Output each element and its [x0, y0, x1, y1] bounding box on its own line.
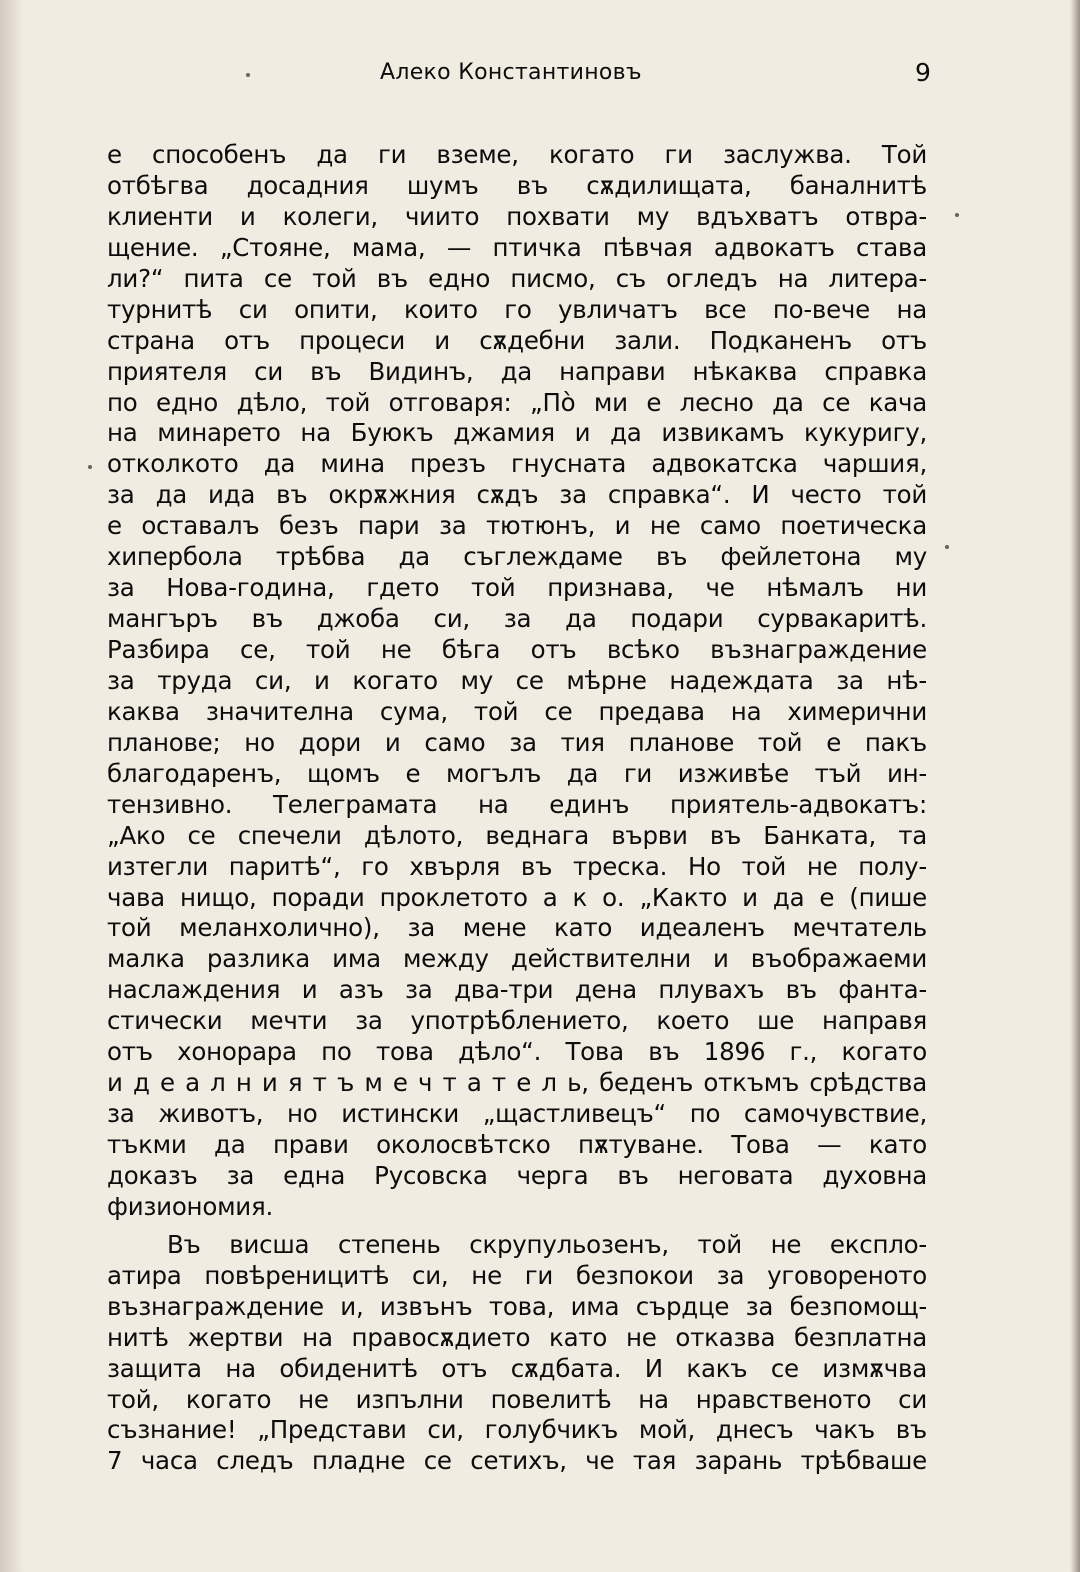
text-line: изтегли паритѣ“, го хвърля въ треска. Но той не полу- [107, 851, 927, 881]
print-speck [88, 465, 92, 469]
text-line: тензивно. Телеграмата на единъ приятель-адвокатъ: [107, 789, 927, 819]
text-line: отъ хонорара по това дѣло“. Това въ 1896 г., когато [107, 1037, 927, 1067]
text-line: съзнание! „Представи си, голубчикъ мой, днесъ чакъ въ [107, 1415, 927, 1445]
text-line: атира повѣреницитѣ си, не ги безпокои за уговореното [107, 1260, 927, 1290]
text-line: ли?“ пита се той въ едно писмо, съ огледъ на литера- [107, 263, 927, 293]
text-line: хипербола трѣбва да съглеждаме въ фейлетона му [107, 542, 927, 572]
text-line: е оставалъ безъ пари за тютюнъ, и не само поетическа [107, 511, 927, 541]
text-line: турнитѣ си опити, които го увличатъ все по-вече на [107, 294, 927, 324]
text-line: доказъ за една Русовска черга въ неговата духовна [107, 1160, 927, 1190]
page-number: 9 [915, 58, 931, 87]
text-line: физиономия. [107, 1191, 273, 1221]
text-line: възнаграждение и, извънъ това, има сърдце за безпомощ- [107, 1291, 927, 1321]
text-line: за Нова-година, гдето той признава, че нѣмалъ ни [107, 573, 927, 603]
text-line: той, когато не изпълни повелитѣ на нравственото си [107, 1384, 927, 1414]
paragraph [107, 1230, 927, 1478]
text-line: на минарето на Буюкъ джамия и да извикамъ кукуригу, [107, 418, 927, 448]
print-speck [945, 545, 949, 549]
text-line: е способенъ да ги вземе, когато ги заслужва. Той [107, 140, 927, 169]
paragraph-gap [107, 1223, 927, 1230]
text-line: за труда си, и когато му се мѣрне надеждата за нѣ- [107, 665, 927, 695]
text-line: щение. „Стояне, мама, — птичка пѣвчая адвокатъ става [107, 232, 927, 262]
running-header [0, 58, 1080, 98]
text-line: наслаждения и азъ за два-три дена плувахъ въ фанта- [107, 975, 927, 1005]
text-line: чава нищо, поради проклетото а к о. „Както и да е (пише [107, 882, 927, 912]
text-line: 7 часа следъ пладне се сетихъ, че тая зарань трѣбваше [107, 1446, 927, 1476]
body-text [107, 140, 927, 1477]
text-line: и д е а л н и я т ъ м е ч т а т е л ь, беденъ откъмъ срѣдства [107, 1068, 927, 1098]
text-line: по едно дѣло, той отговаря: „Пò ми е лесно да се кача [107, 387, 927, 417]
text-line: Разбира се, той не бѣга отъ всѣко възнаграждение [107, 635, 927, 664]
text-line: той меланхолично), за мене като идеаленъ мечтатель [107, 913, 927, 943]
paragraph [107, 140, 927, 1223]
text-line: приятеля си въ Видинъ, да направи нѣкаква справка [107, 356, 927, 386]
text-line: страна отъ процеси и сѫдебни зали. Подканенъ отъ [107, 325, 927, 355]
text-line: клиенти и колеги, чиито похвати му вдъхватъ отвра- [107, 201, 927, 231]
text-line: тъкми да прави околосвѣтско пѫтуване. Това — като [107, 1130, 927, 1159]
text-line: за животъ, но истински „щастливецъ“ по самочувствие, [107, 1099, 927, 1129]
text-line: нитѣ жертви на правосѫдието като не отказва безплатна [107, 1322, 927, 1352]
print-speck [955, 213, 959, 217]
text-line: „Ако се спечели дѣлото, веднага върви въ Банката, та [107, 820, 927, 850]
text-line: отколкото да мина презъ гнусната адвокатска чаршия, [107, 449, 927, 479]
text-line: за да ида въ окрѫжния сѫдъ за справка“. И често той [107, 480, 927, 510]
text-line: стически мечти за употрѣблението, което ше направя [107, 1006, 927, 1036]
text-line: Въ висша степень скрупульозенъ, той не експло- [167, 1229, 927, 1259]
text-line: каква значителна сума, той се предава на химерични [107, 696, 927, 726]
text-line: защита на обиденитѣ отъ сѫдбата. И какъ се измѫчва [107, 1353, 927, 1383]
text-line: отбѣгва досадния шумъ въ сѫдилищата, баналнитѣ [107, 170, 927, 200]
text-line: мангъръ въ джоба си, за да подари сурвакаритѣ. [107, 604, 927, 634]
text-line: благодаренъ, щомъ е могълъ да ги изживѣе тъй ин- [107, 758, 927, 788]
text-line: планове; но дори и само за тия планове той е пакъ [107, 727, 927, 757]
running-title: Алеко Константиновъ [380, 60, 642, 85]
text-line: малка разлика има между действителни и въображаеми [107, 944, 927, 974]
